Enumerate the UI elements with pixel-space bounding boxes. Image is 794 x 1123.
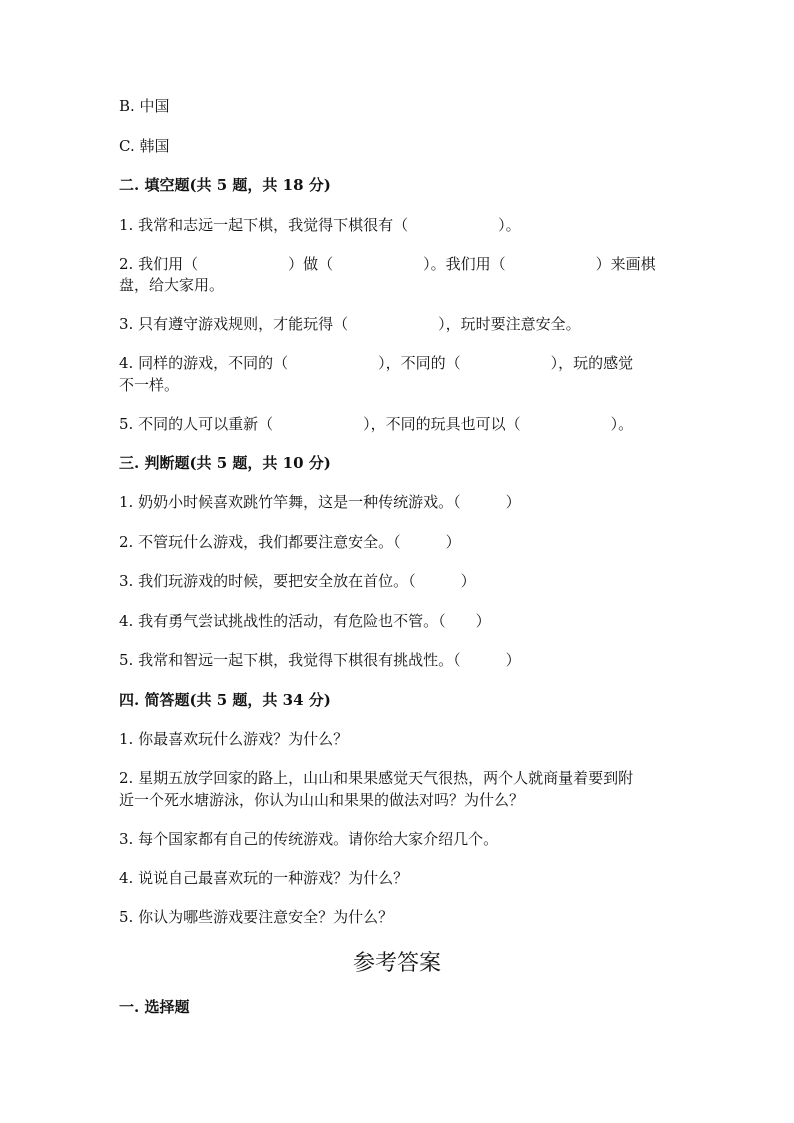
- section-heading-short-answer: 四. 简答题(共 5 题，共 34 分): [119, 691, 331, 709]
- true-false-question-4: 4. 我有勇气尝试挑战性的活动，有危险也不管。（ ）: [119, 612, 491, 630]
- answer-section-heading-multiple-choice: 一. 选择题: [119, 998, 190, 1016]
- fill-in-question-4-line-1: 4. 同样的游戏，不同的（ ），不同的（ ），玩的感觉: [119, 354, 634, 372]
- true-false-question-2: 2. 不管玩什么游戏，我们都要注意安全。（ ）: [119, 533, 461, 551]
- true-false-question-3: 3. 我们玩游戏的时候，要把安全放在首位。（ ）: [119, 572, 476, 590]
- fill-in-question-4-line-2: 不一样。: [119, 376, 180, 394]
- section-heading-true-false: 三. 判断题(共 5 题，共 10 分): [119, 454, 331, 472]
- option-c: C. 韩国: [119, 137, 170, 155]
- short-answer-question-2-line-1: 2. 星期五放学回家的路上，山山和果果感觉天气很热，两个人就商量着要到附: [119, 769, 634, 787]
- section-heading-fill-in: 二. 填空题(共 5 题，共 18 分): [119, 176, 331, 194]
- short-answer-question-3: 3. 每个国家都有自己的传统游戏。请你给大家介绍几个。: [119, 830, 499, 848]
- option-b: B. 中国: [119, 97, 170, 115]
- fill-in-question-3: 3. 只有遵守游戏规则，才能玩得（ ），玩时要注意安全。: [119, 315, 581, 333]
- fill-in-question-5: 5. 不同的人可以重新（ ），不同的玩具也可以（ ）。: [119, 415, 634, 433]
- short-answer-question-1: 1. 你最喜欢玩什么游戏？为什么？: [119, 730, 349, 748]
- true-false-question-1: 1. 奶奶小时候喜欢跳竹竿舞，这是一种传统游戏。（ ）: [119, 493, 521, 511]
- fill-in-question-2-line-1: 2. 我们用（ ）做（ ）。我们用（ ）来画棋: [119, 255, 656, 273]
- short-answer-question-5: 5. 你认为哪些游戏要注意安全？为什么？: [119, 908, 394, 926]
- fill-in-question-2-line-2: 盘，给大家用。: [119, 276, 225, 294]
- short-answer-question-4: 4. 说说自己最喜欢玩的一种游戏？为什么？: [119, 869, 409, 887]
- short-answer-question-2-line-2: 近一个死水塘游泳，你认为山山和果果的做法对吗？为什么？: [119, 791, 525, 809]
- fill-in-question-1: 1. 我常和志远一起下棋，我觉得下棋很有（ ）。: [119, 216, 521, 234]
- true-false-question-5: 5. 我常和智远一起下棋，我觉得下棋很有挑战性。（ ）: [119, 651, 521, 669]
- answer-key-title: 参考答案: [352, 951, 441, 976]
